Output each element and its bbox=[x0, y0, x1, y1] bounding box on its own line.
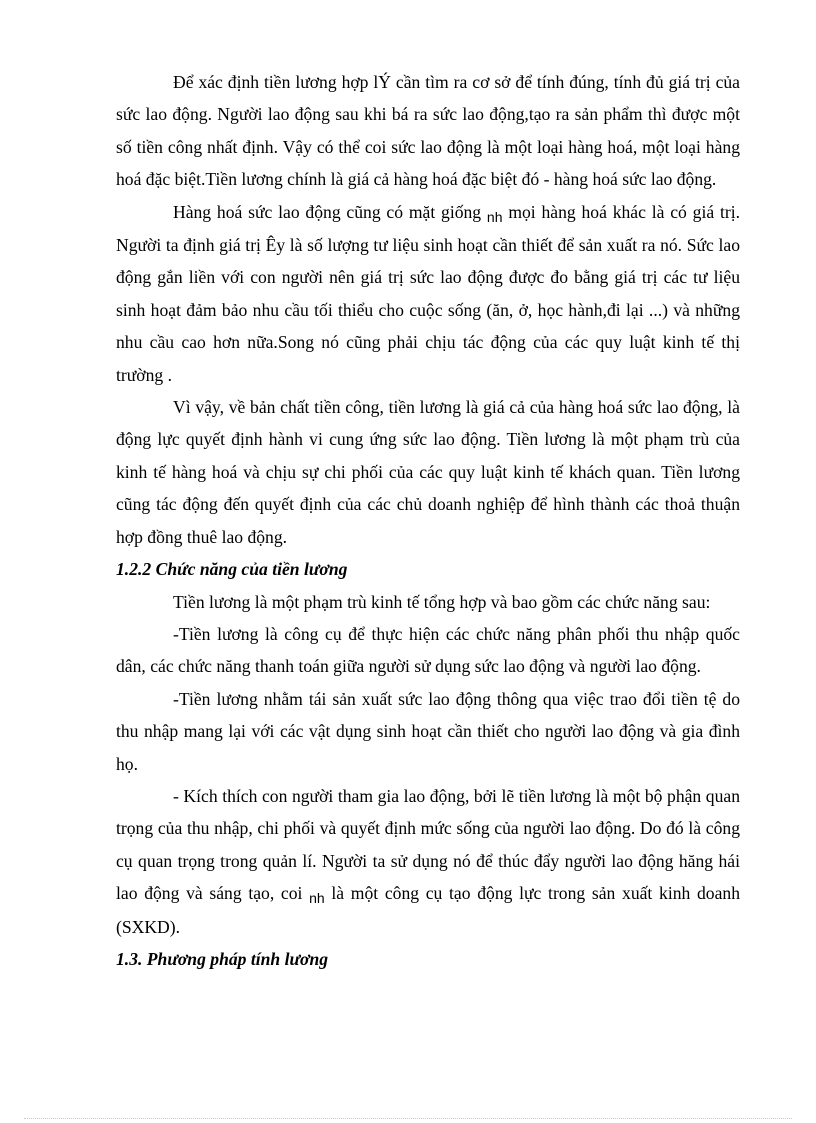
page-bottom-divider bbox=[24, 1118, 792, 1119]
subscript-nh: nh bbox=[309, 890, 325, 907]
paragraph-7 bbox=[116, 780, 740, 943]
section-heading-1-3: 1.3. Phương pháp tính lương bbox=[116, 948, 329, 969]
paragraph-1: Để xác định tiền lương hợp lÝ cần tìm ra cơ sở để tính đúng, tính đủ giá trị của sức lao động. Người lao động sau khi bá ra sức lao động,tạo ra sản phẩm thì được một số tiền công nhất định. Vậy có thể coi sức lao động là một loại hàng hoá, một loại hàng hoá đặc biệt.Tiền lương chính là giá cả hàng hoá đặc biệt đó - hàng hoá sức lao động. bbox=[116, 72, 740, 190]
paragraph-7-end: là một công cụ tạo động lực trong sản xuất kinh doanh (SXKD). bbox=[116, 883, 740, 937]
paragraph-2 bbox=[116, 196, 740, 391]
paragraph-2-end: mọi hàng hoá khác là có giá trị. Người ta định giá trị Êy là số lượng tư liệu sinh hoạt cần thiết để sản xuất ra nó. Sức lao động gắn liền với con người nên giá trị sức lao động được đo bằng giá trị các tư liệu sinh hoạt đảm bảo nhu cầu tối thiểu cho cuộc sống (ăn, ở, học hành,đi lại ...) và những nhu cầu cao hơn nữa.Song nó cũng phải chịu tác động của các quy luật kinh tế thị trường . bbox=[116, 201, 740, 385]
document-page bbox=[116, 66, 740, 975]
paragraph-5: -Tiền lương là công cụ để thực hiện các chức năng phân phối thu nhập quốc dân, các chức năng thanh toán giữa người sử dụng sức lao động và người lao động. bbox=[116, 623, 740, 677]
section-heading-1-2-2: 1.2.2 Chức năng của tiền lương bbox=[116, 559, 348, 580]
paragraph-4: Tiền lương là một phạm trù kinh tế tổng hợp và bao gồm các chức năng sau: bbox=[173, 591, 711, 612]
subscript-nh: nh bbox=[486, 208, 503, 225]
paragraph-2-start: Hàng hoá sức lao động cũng có mặt giống bbox=[173, 201, 482, 222]
paragraph-3: Vì vậy, về bản chất tiền công, tiền lương là giá cả của hàng hoá sức lao động, là động lực quyết định hành vi cung ứng sức lao động. Tiền lương là một phạm trù của kinh tế hàng hoá và chịu sự chi phối của các quy luật kinh tế khách quan. Tiền lương cũng tác động đến quyết định của các chủ doanh nghiệp để hình thành các thoả thuận hợp đồng thuê lao động. bbox=[116, 397, 740, 547]
paragraph-6: -Tiền lương nhằm tái sản xuất sức lao động thông qua việc trao đổi tiền tệ do thu nhập mang lại với các vật dụng sinh hoạt cần thiết cho người lao động và gia đình họ. bbox=[116, 688, 740, 774]
paragraph-7-start: - Kích thích con người tham gia lao động, bởi lẽ tiền lương là một bộ phận quan trọng của thu nhập, chi phối và quyết định mức sống của người lao động. Do đó là công cụ quan trọng trong quản lí. Người ta sử dụng nó để thúc đẩy người lao động hăng hái lao động và sáng tạo, coi bbox=[116, 785, 740, 904]
